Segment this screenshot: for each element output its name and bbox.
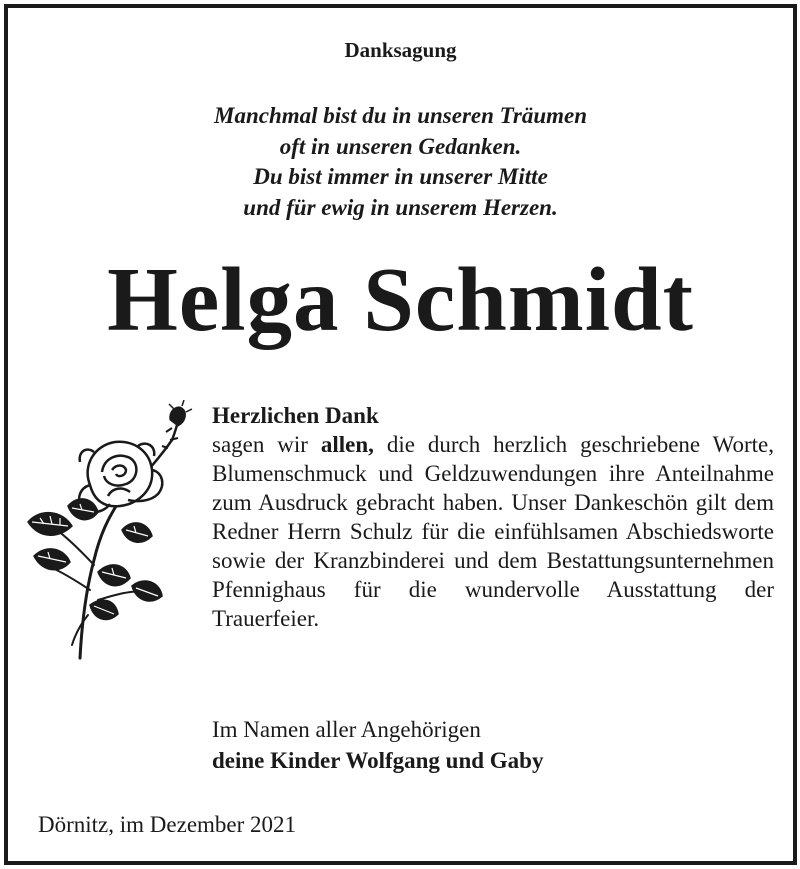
signature-names: deine Kinder Wolfgang und Gaby <box>212 748 544 773</box>
thanks-text: die durch herzlich geschriebene Worte, Blumenschmuck und Geldzuwendungen ihre Anteilnahme zum Ausdruck gebracht haben. Unser Dankeschön gilt dem Redner Herrn Schulz für die einfühlsamen Abschiedsworte sowie der Kranzbinderei und dem Bestattungsunternehmen Pfennighaus für die wundervolle Ausstattung der Trauerfeier. <box>212 432 775 631</box>
thanks-body <box>212 430 774 633</box>
signature-line: Im Namen aller Angehörigen <box>212 717 481 742</box>
poem-line: oft in unseren Gedanken. <box>279 133 522 159</box>
thanks-section <box>212 401 774 633</box>
place-and-date: Dörnitz, im Dezember 2021 <box>38 812 297 837</box>
poem-line: Du bist immer in unserer Mitte <box>253 164 548 189</box>
poem-line: und für ewig in unserem Herzen. <box>243 194 558 220</box>
obituary-notice <box>4 4 797 865</box>
thanks-title: Herzlichen Dank <box>212 403 379 428</box>
poem-line: Manchmal bist du in unseren Träumen <box>214 103 587 128</box>
thanks-emphasis: allen, <box>320 432 374 457</box>
thanks-intro: sagen wir <box>212 432 308 457</box>
rose-icon <box>20 400 195 662</box>
deceased-name: Helga Schmidt <box>107 249 694 350</box>
memorial-poem <box>8 101 793 223</box>
notice-heading: Danksagung <box>344 38 457 62</box>
signature-block <box>212 714 543 776</box>
